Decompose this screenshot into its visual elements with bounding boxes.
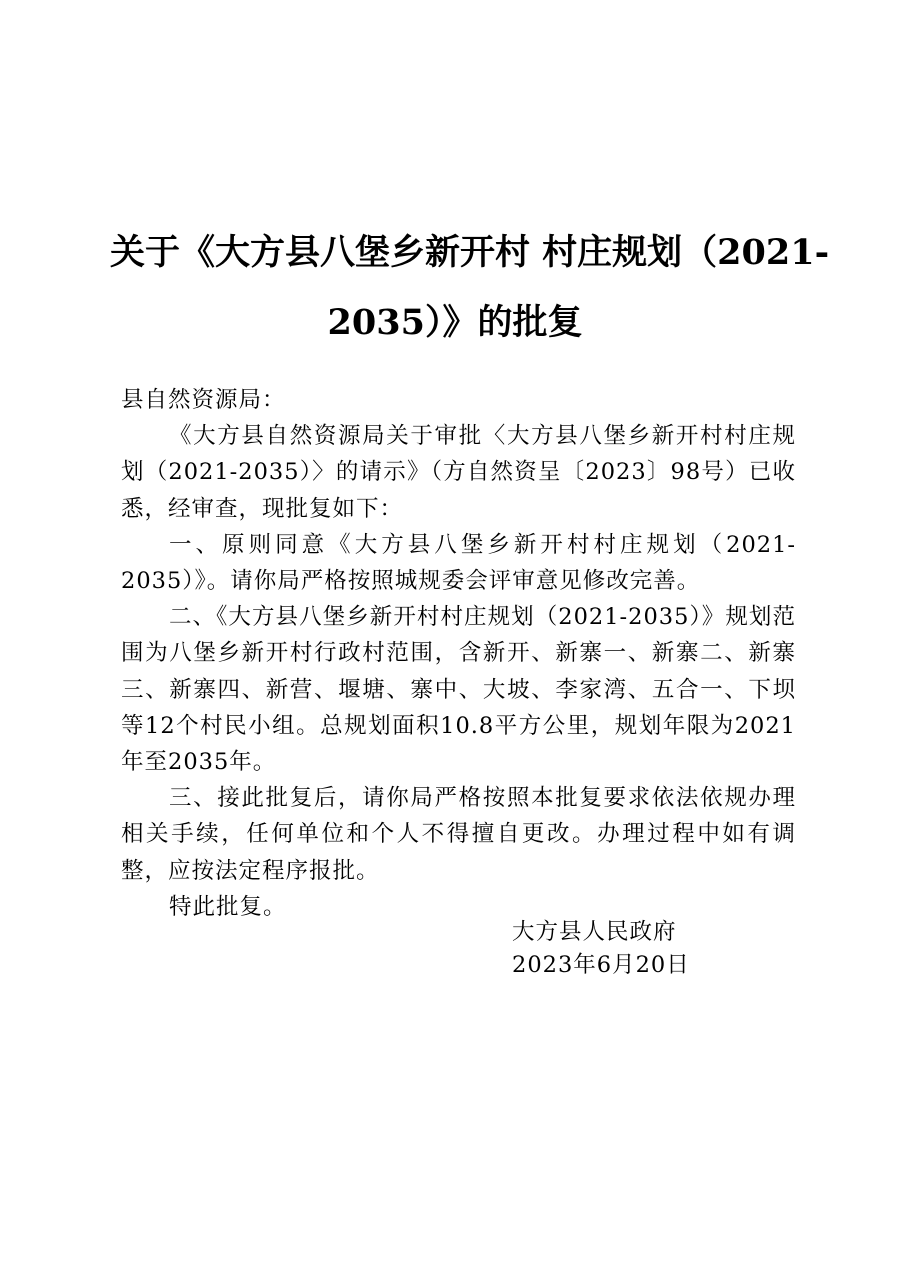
paragraph-closing: 特此批复。 [169, 893, 287, 920]
paragraph-item-one: 一、原则同意《大方县八堡乡新开村村庄规划（2021-2035）》。请你局严格按照城规委会评审意见修改完善。 [121, 531, 796, 595]
signature-block [512, 916, 752, 982]
signature-date: 2023年6月20日 [512, 952, 690, 978]
salutation: 县自然资源局： [121, 387, 286, 413]
document-body [121, 382, 796, 925]
document-title [110, 218, 830, 358]
paragraph-item-three: 三、接此批复后，请你局严格按照本批复要求依法依规办理相关手续，任何单位和个人不得擅自更改。办理过程中如有调整，应按法定程序报批。 [121, 785, 796, 884]
title-line-2: 2035）》的批复 [327, 302, 583, 343]
paragraph-request-received: 《大方县自然资源局关于审批〈大方县八堡乡新开村村庄规划（2021-2035）〉的请示》（方自然资呈〔2023〕98号）已收悉，经审查，现批复如下： [121, 423, 796, 522]
paragraph-item-two: 二、《大方县八堡乡新开村村庄规划（2021-2035）》规划范围为八堡乡新开村行政村范围，含新开、新寨一、新寨二、新寨三、新寨四、新营、堰塘、寨中、大坡、李家湾、五合一、下坝等12个村民小组。总规划面积10.8平方公里，规划年限为2021年至2035年。 [121, 604, 796, 776]
title-line-1: 关于《大方县八堡乡新开村 村庄规划（2021- [110, 232, 830, 273]
signature-organization: 大方县人民政府 [512, 919, 677, 945]
